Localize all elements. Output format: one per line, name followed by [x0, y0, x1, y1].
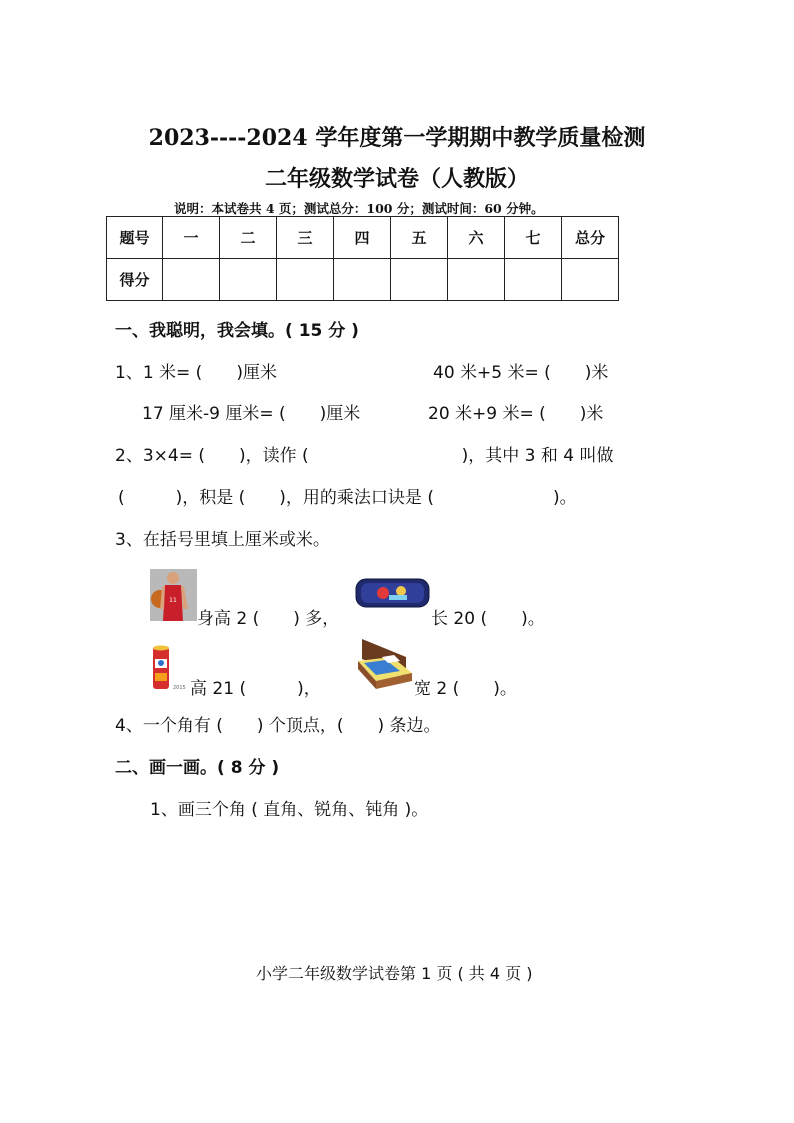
score-table-header-row: [107, 217, 619, 259]
score-cell: 二: [220, 217, 277, 259]
q3-d: 宽 2 ( )。: [414, 679, 517, 699]
section2-title: 二、画一画。( 8 分 ): [115, 758, 280, 778]
score-input-cell[interactable]: [277, 259, 334, 301]
page-footer: 小学二年级数学试卷第 1 页 ( 共 4 页 ): [256, 964, 533, 983]
q3-b: 长 20 ( )。: [431, 609, 545, 629]
score-cell: 四: [334, 217, 391, 259]
exam-title: 2023----2024 学年度第一学期期中教学质量检测: [148, 125, 646, 151]
score-input-cell[interactable]: [391, 259, 448, 301]
q2-b: ( )，积是 ( )，用的乘法口诀是 ( )。: [118, 488, 577, 508]
q3: 3、在括号里填上厘米或米。: [115, 530, 330, 550]
svg-text:2015: 2015: [173, 685, 186, 691]
score-cell: 总分: [562, 217, 619, 259]
q4: 4、一个角有 ( ) 个顶点，( ) 条边。: [115, 716, 441, 736]
q2-a: 2、3×4= ( )，读作 ( )，其中 3 和 4 叫做: [115, 446, 614, 466]
section1-title: 一、我聪明，我会填。( 15 分 ): [115, 321, 359, 341]
score-input-cell[interactable]: [334, 259, 391, 301]
q3-a: 身高 2 ( ) 多，: [197, 609, 340, 629]
score-cell: 五: [391, 217, 448, 259]
section2-q1: 1、画三个角 ( 直角、锐角、钝角 )。: [150, 800, 429, 820]
pencil-case-image: [355, 575, 430, 611]
q1-d: 20 米+9 米= ( )米: [428, 404, 604, 424]
score-row-label: 得分: [107, 259, 163, 301]
exam-note: 说明：本试卷共 4 页；测试总分：100 分；测试时间：60 分钟。: [174, 201, 544, 216]
score-cell: 一: [163, 217, 220, 259]
score-input-cell[interactable]: [448, 259, 505, 301]
score-input-cell[interactable]: [163, 259, 220, 301]
score-table-score-row: [107, 259, 619, 301]
score-input-cell[interactable]: [220, 259, 277, 301]
svg-text:11: 11: [169, 597, 177, 604]
score-cell: 六: [448, 217, 505, 259]
q1-c: 17 厘米-9 厘米= ( )厘米: [142, 404, 361, 424]
score-cell: 三: [277, 217, 334, 259]
basketball-player-image: [150, 569, 197, 621]
exam-subtitle: 二年级数学试卷（人教版）: [264, 166, 529, 192]
chips-can-image: [149, 645, 189, 691]
score-cell: 题号: [107, 217, 163, 259]
score-cell: 七: [505, 217, 562, 259]
q1-b: 40 米+5 米= ( )米: [433, 363, 609, 383]
q1-a: 1、1 米= ( )厘米: [115, 363, 277, 383]
score-input-cell[interactable]: [505, 259, 562, 301]
bed-image: [354, 637, 414, 691]
q3-c: 高 21 ( )，: [190, 679, 321, 699]
score-input-cell[interactable]: [562, 259, 619, 301]
score-table: [106, 216, 619, 301]
